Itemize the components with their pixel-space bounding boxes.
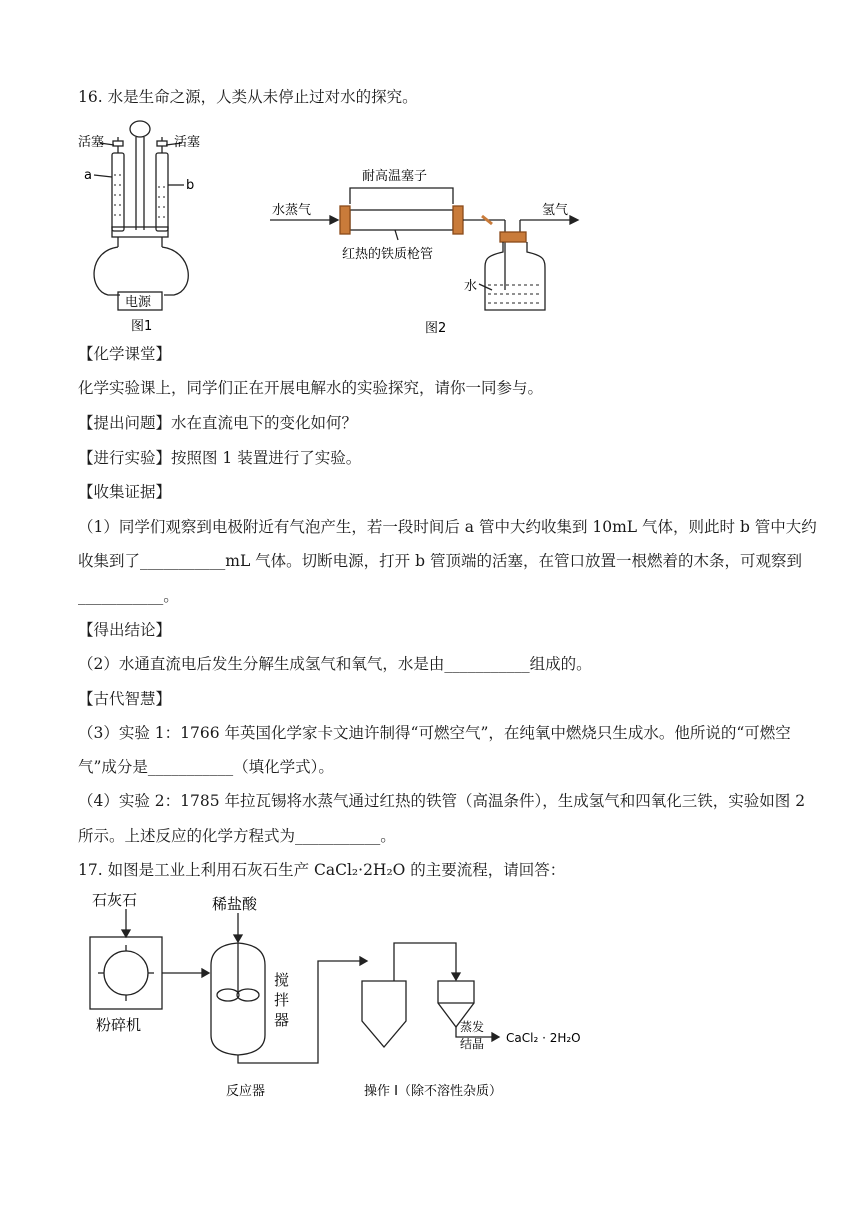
q16-title: 16. 水是生命之源，人类从未停止过对水的探究。 [78, 88, 418, 106]
flow-acid-label: 稀盐酸 [212, 895, 258, 913]
q16-experiment: 【进行实验】按照图 1 装置进行了实验。 [78, 449, 362, 467]
q16-question: 【提出问题】水在直流电下的变化如何？ [78, 414, 358, 432]
fig2-hydrogen-label: 氢气 [542, 203, 569, 218]
q16-part4-line2: 所示。上述反应的化学方程式为___________。 [78, 827, 396, 845]
flow-stirrer-label-3: 器 [274, 1011, 290, 1029]
fig2-steam-label: 水蒸气 [272, 203, 312, 218]
q16-part3-line1: （3）实验 1：1766 年英国化学家卡文迪许制得“可燃空气”，在纯氧中燃烧只生成水。他所说的“可燃空 [78, 724, 791, 742]
figure-2-iron-barrel [270, 160, 600, 340]
flow-stirrer-label-2: 拌 [274, 991, 290, 1009]
fig1-caption: 图1 [131, 319, 153, 334]
q16-part1-line1: （1）同学们观察到电极附近有气泡产生，若一段时间后 a 管中大约收集到 10mL 气体，则此时 b 管中大约 [78, 518, 817, 536]
flow-stirrer-label-1: 搅 [274, 971, 290, 989]
fig1-stopcock-left-label: 活塞 [78, 135, 105, 150]
fig1-stopcock-right-label: 活塞 [174, 135, 201, 150]
q16-part2: （2）水通直流电后发生分解生成氢气和氧气，水是由___________组成的。 [78, 655, 592, 673]
fig1-power-label: 电源 [125, 295, 152, 310]
fig1-tube-a-label: a [84, 168, 92, 183]
q16-intro: 化学实验课上，同学们正在开展电解水的实验探究，请你一同参与。 [78, 379, 544, 397]
q17-title: 17. 如图是工业上利用石灰石生产 CaCl₂·2H₂O 的主要流程，请回答： [78, 861, 566, 879]
section-chem-classroom: 【化学课堂】 [78, 345, 172, 363]
flow-evap-label-2: 结晶 [460, 1037, 485, 1051]
flow-limestone-label: 石灰石 [92, 891, 138, 909]
flow-crusher-label: 粉碎机 [96, 1016, 142, 1034]
q16-part1-line2: 收集到了___________mL 气体。切断电源，打开 b 管顶端的活塞，在管口放置一根燃着的木条，可观察到 [78, 552, 802, 570]
q16-part4-line1: （4）实验 2：1785 年拉瓦锡将水蒸气通过红热的铁管（高温条件），生成氢气和四氧化三铁，实验如图 2 [78, 792, 806, 810]
fig2-barrel-label: 红热的铁质枪管 [342, 247, 434, 262]
fig2-water-label: 水 [464, 279, 478, 294]
flow-product-label: CaCl₂ · 2H₂O [506, 1031, 581, 1045]
flow-evap-label-1: 蒸发 [460, 1020, 485, 1034]
q16-part1-line3: ___________。 [78, 587, 179, 605]
fig2-caption: 图2 [425, 321, 447, 336]
fig2-stopper-label: 耐高温塞子 [362, 169, 428, 184]
q17-process-flow [78, 885, 598, 1105]
flow-reactor-label: 反应器 [226, 1084, 266, 1099]
section-ancient-wisdom: 【古代智慧】 [78, 690, 172, 708]
figure-1-electrolysis [78, 115, 218, 340]
q16-part3-line2: 气”成分是___________（填化学式）。 [78, 758, 334, 776]
flow-operation-label: 操作 I（除不溶性杂质） [364, 1084, 502, 1099]
fig1-tube-b-label: b [186, 178, 195, 193]
section-conclusion: 【得出结论】 [78, 621, 172, 639]
section-evidence: 【收集证据】 [78, 483, 172, 501]
